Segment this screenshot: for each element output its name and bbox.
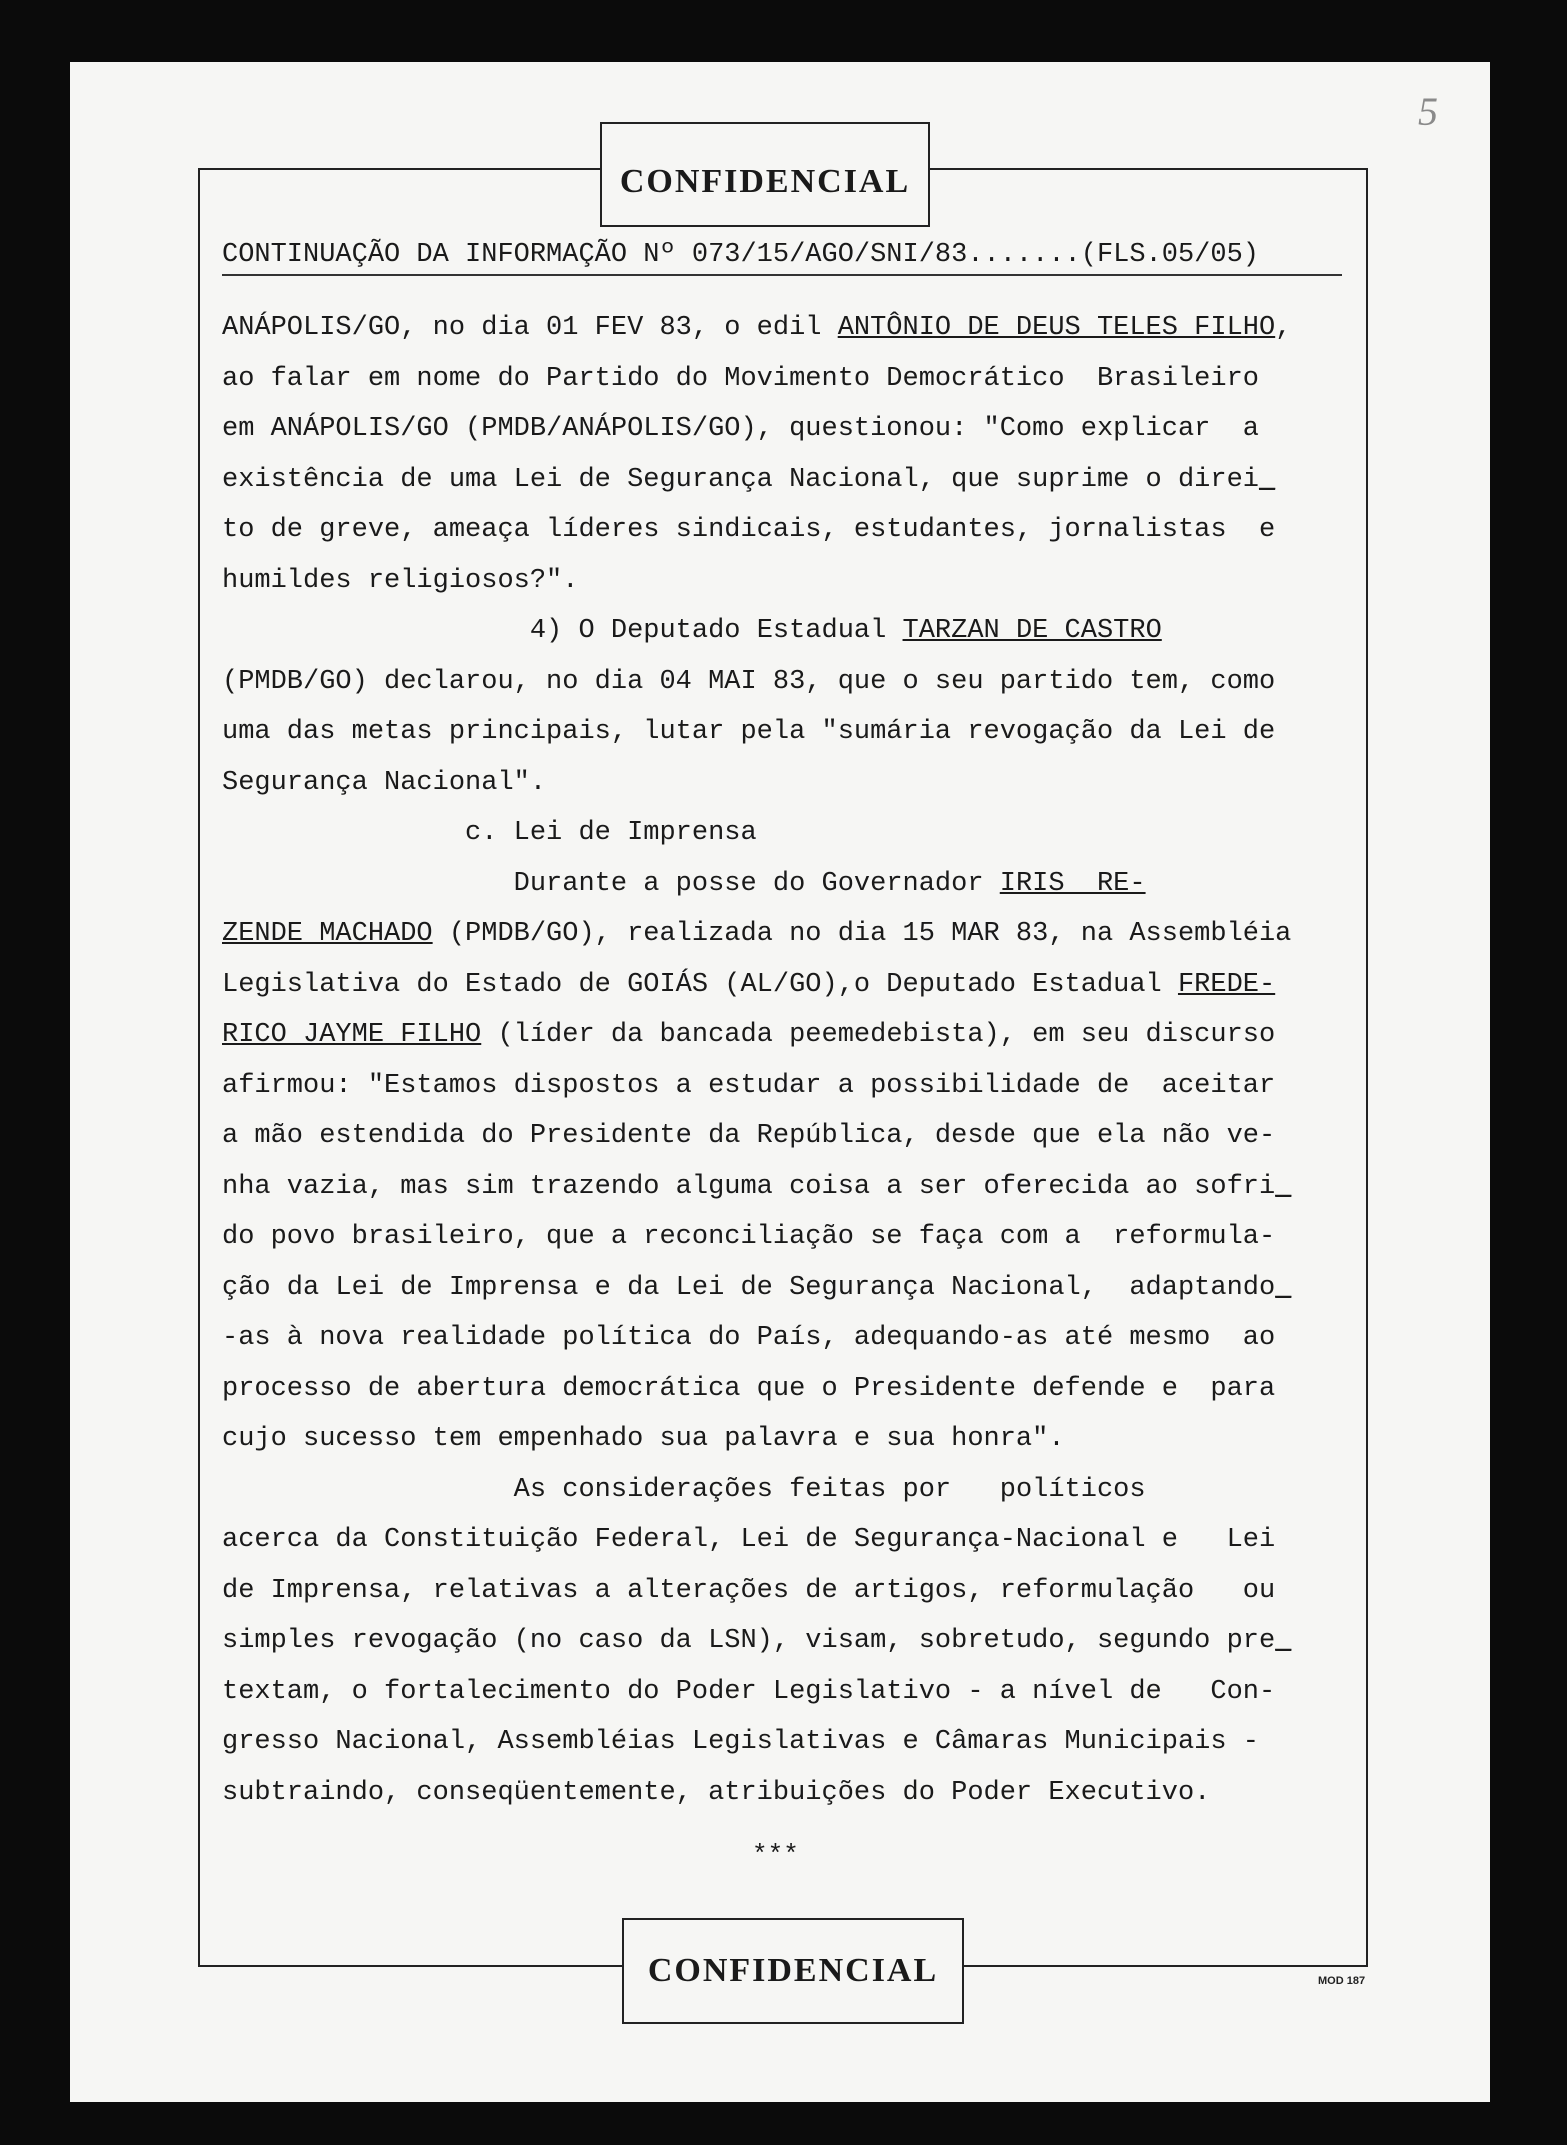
line-text: Legislativa do Estado de GOIÁS (AL/GO),o Deputado Estadual [222,969,1178,1000]
line-text: As considerações feitas por políticos [222,1474,1146,1505]
underlined-text: FREDE- [1177,969,1276,1000]
text-line [222,1061,1342,1112]
line-text: (PMDB/GO), realizada no dia 15 MAR 83, na Assembléia [432,919,1292,949]
line-text: , [1275,313,1292,343]
line-text: (PMDB/GO) declarou, no dia 04 MAI 83, que o seu partido tem, como [222,666,1276,697]
text-line [222,1465,1342,1516]
line-text: de Imprensa, relativas a alterações de artigos, reformulação ou [222,1575,1276,1606]
text-line [222,1111,1342,1162]
line-text: 4) O Deputado Estadual [222,616,903,646]
text-line [222,758,1342,809]
underlined-text: RICO JAYME FILHO [222,1020,482,1050]
text-line [222,859,1342,910]
line-text: c. Lei de Imprensa [222,818,757,848]
text-line [222,657,1342,708]
text-line [222,354,1342,405]
text-line [222,1212,1342,1263]
text-line [222,1566,1342,1617]
line-text: humildes religiosos?". [222,565,579,596]
text-line [222,1768,1342,1819]
line-text: em ANÁPOLIS/GO (PMDB/ANÁPOLIS/GO), questionou: "Como explicar a [222,414,1259,444]
line-text: existência de uma Lei de Segurança Nacional, que suprime o direi [222,464,1259,495]
text-line [222,606,1342,657]
line-text: uma das metas principais, lutar pela "sumária revogação da Lei de [222,717,1276,747]
line-text: to de greve, ameaça líderes sindicais, estudantes, jornalistas e [222,515,1276,545]
line-text: acerca da Constituição Federal, Lei de Segurança-Nacional e Lei [222,1525,1276,1555]
line-text: processo de abertura democrática que o Presidente defende e para [222,1373,1276,1404]
form-code: MOD 187 [1318,1975,1366,1987]
page-number-mark: 5 [1418,89,1438,134]
end-marker: *** [752,1840,799,1870]
line-text: gresso Nacional, Assembléias Legislativas e Câmaras Municipais - [222,1727,1259,1757]
line-text: subtraindo, conseqüentemente, atribuições do Poder Executivo. [222,1777,1211,1808]
underlined-text: _ [1275,1272,1292,1303]
line-text: ção da Lei de Imprensa e da Lei de Segurança Nacional, adaptando [222,1272,1276,1303]
underlined-text: ZENDE MACHADO [222,919,433,949]
text-line [222,707,1342,758]
underlined-text: ANTÔNIO DE DEUS TELES FILHO [837,313,1276,343]
underlined-text: TARZAN DE CASTRO [902,616,1162,646]
confidential-stamp-top: CONFIDENCIAL [600,122,930,227]
text-line [222,960,1342,1011]
text-line [222,556,1342,607]
text-line [222,1515,1342,1566]
line-text: do povo brasileiro, que a reconciliação se faça com a reformula- [222,1222,1276,1252]
line-text: afirmou: "Estamos dispostos a estudar a possibilidade de aceitar [222,1070,1276,1101]
line-text: Durante a posse do Governador [222,868,1000,899]
line-text: a mão estendida do Presidente da República, desde que ela não ve- [222,1121,1276,1151]
underlined-text: IRIS RE- [999,868,1146,899]
text-line [222,1313,1342,1364]
text-line [222,1414,1342,1465]
text-line [222,1667,1342,1718]
line-text: Segurança Nacional". [222,767,547,798]
text-line [222,404,1342,455]
underlined-text: _ [1275,1171,1292,1202]
text-line [222,303,1342,354]
underlined-text: _ [1258,464,1276,495]
text-line [222,808,1342,859]
line-text: ANÁPOLIS/GO, no dia 01 FEV 83, o edil [222,313,838,343]
text-line [222,1263,1342,1314]
line-text: -as à nova realidade política do País, adequando-as até mesmo ao [222,1323,1276,1353]
line-text: cujo sucesso tem empenhado sua palavra e sua honra". [222,1424,1065,1454]
text-line [222,1010,1342,1061]
document-body [222,303,1342,1818]
document-header: CONTINUAÇÃO DA INFORMAÇÃO Nº 073/15/AGO/SNI/83.......(FLS.05/05) [222,240,1342,276]
line-text: (líder da bancada peemedebista), em seu discurso [481,1020,1276,1050]
text-line [222,909,1342,960]
line-text: nha vazia, mas sim trazendo alguma coisa a ser oferecida ao sofri [222,1171,1276,1202]
text-line [222,1616,1342,1667]
underlined-text: _ [1275,1626,1292,1656]
line-text: ao falar em nome do Partido do Movimento Democrático Brasileiro [222,363,1259,394]
text-line [222,1717,1342,1768]
text-line [222,1162,1342,1213]
text-line [222,1364,1342,1415]
text-line [222,505,1342,556]
line-text: simples revogação (no caso da LSN), visam, sobretudo, segundo pre [222,1626,1276,1656]
confidential-stamp-bottom: CONFIDENCIAL [622,1918,964,2024]
text-line [222,455,1342,506]
line-text: textam, o fortalecimento do Poder Legislativo - a nível de Con- [222,1676,1276,1707]
